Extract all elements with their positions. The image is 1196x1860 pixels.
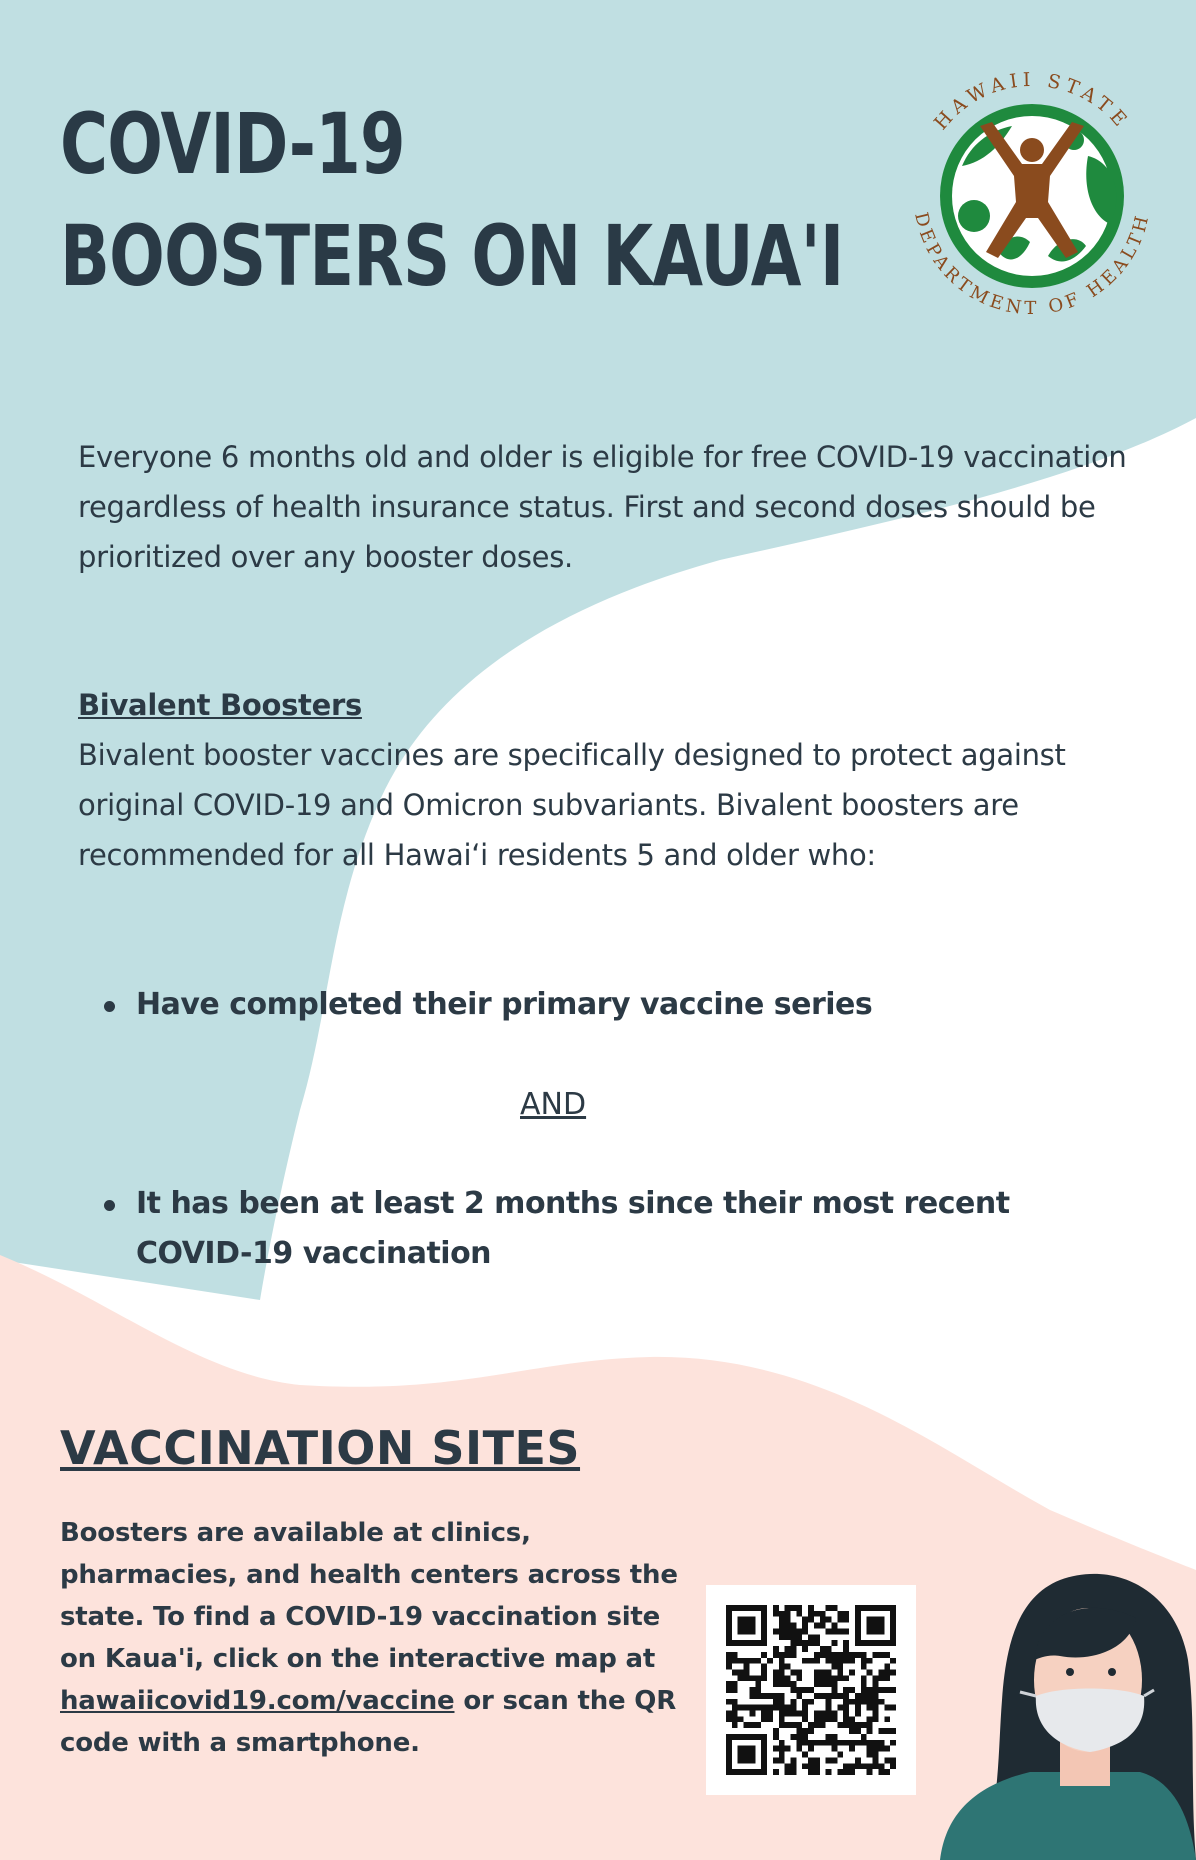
bivalent-paragraph: Bivalent booster vaccines are specifically designed to protect against original COVID-19 and Omicron subvariants. Bivalent boosters are recommended for all Hawai‘i residents 5 and older who: xyxy=(78,738,1066,872)
and-label: AND xyxy=(520,1087,587,1122)
logo-top-text: HAWAII STATE xyxy=(929,68,1135,135)
qr-code xyxy=(706,1585,916,1795)
bullet-dot-icon xyxy=(104,1001,115,1012)
bullet-dot-icon xyxy=(104,1200,115,1211)
title-line-1: COVID-19 xyxy=(60,95,405,193)
page-title xyxy=(60,88,844,312)
bullet-text: Have completed their primary vaccine series xyxy=(136,987,873,1022)
sites-text-before-link: Boosters are available at clinics, pharmacies, and health centers across the state. To find a COVID-19 vaccination site on Kaua'i, click on the interactive map at xyxy=(60,1518,678,1674)
intro-paragraph: Everyone 6 months old and older is eligible for free COVID-19 vaccination regardless of health insurance status. First and second doses should be prioritized over any booster doses. xyxy=(78,440,1127,574)
vaccine-site-link[interactable]: hawaiicovid19.com/vaccine xyxy=(60,1686,455,1716)
vaccination-sites-heading: VACCINATION SITES xyxy=(60,1421,581,1475)
doh-logo xyxy=(888,46,1176,334)
logo-bottom-text: DEPARTMENT OF HEALTH xyxy=(910,210,1154,320)
bullet-item-2 xyxy=(104,1179,1104,1279)
qr-code-icon xyxy=(726,1605,896,1775)
sites-text-after-link: or scan the QR code with a smartphone. xyxy=(60,1686,677,1758)
title-line-2: BOOSTERS ON KAUA'I xyxy=(60,207,844,305)
bullet-item-1 xyxy=(104,980,1104,1030)
bullet-text: It has been at least 2 months since their most recent COVID-19 vaccination xyxy=(136,1186,1010,1271)
bivalent-heading: Bivalent Boosters xyxy=(78,688,362,722)
masked-person-illustration xyxy=(940,1560,1196,1860)
vaccination-sites-text xyxy=(60,1512,700,1764)
